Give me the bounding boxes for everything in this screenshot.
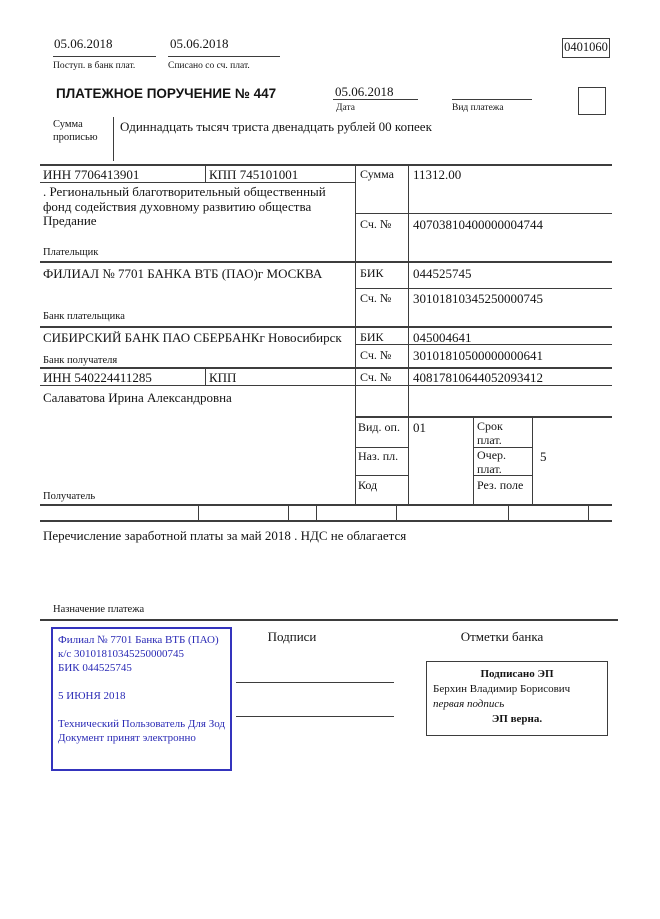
beneficiary-bank-bik-value: 045004641 <box>413 330 472 345</box>
divider <box>355 164 356 506</box>
stamp-line <box>58 675 227 689</box>
payer-bank-name: ФИЛИАЛ № 7701 БАНКА ВТБ (ПАО)г МОСКВА <box>43 266 323 281</box>
divider <box>168 56 280 57</box>
received-in-bank-date: 05.06.2018 <box>54 36 113 51</box>
payer-account-label: Сч. № <box>360 217 392 231</box>
divider <box>408 164 409 506</box>
divider <box>396 504 397 521</box>
divider <box>40 367 612 369</box>
beneficiary-bank-account-value: 30101810500000000641 <box>413 348 543 363</box>
payment-type-label: Вид платежа <box>452 103 504 113</box>
form-code-box: 0401060 <box>562 38 610 58</box>
divider <box>355 416 612 418</box>
priority-value: 5 <box>540 449 547 464</box>
amount-words-value: Одиннадцать тысяч триста двенадцать рублей 00 копеек <box>120 119 432 134</box>
beneficiary-bank-name: СИБИРСКИЙ БАНК ПАО СБЕРБАНКг Новосибирск <box>43 330 342 345</box>
payer-name: . Региональный благотворительный общественный фонд содействия духовному развитию общества Предание <box>43 184 326 228</box>
divider <box>288 504 289 521</box>
divider <box>40 326 612 328</box>
divider <box>113 117 114 161</box>
divider <box>532 416 533 506</box>
divider <box>40 619 618 621</box>
payer-label: Плательщик <box>43 247 99 258</box>
beneficiary-label: Получатель <box>43 491 96 502</box>
payer-account-value: 40703810400000004744 <box>413 217 543 232</box>
payer-kpp: КПП 745101001 <box>209 167 299 182</box>
sum-label: Сумма <box>360 167 394 181</box>
bank-marks-heading: Отметки банка <box>460 629 544 644</box>
signatures-heading: Подписи <box>267 629 317 644</box>
payer-bank-bik-value: 044525745 <box>413 266 472 281</box>
divider <box>40 164 612 166</box>
beneficiary-name: Салаватова Ирина Александровна <box>43 390 232 405</box>
divider <box>53 56 156 57</box>
esign-verified: ЭП верна. <box>491 713 543 725</box>
reserve-field-label: Рез. поле <box>477 478 524 492</box>
beneficiary-bank-bik-label: БИК <box>360 330 384 344</box>
divider <box>588 504 589 521</box>
purpose-code-label: Наз. пл. <box>358 449 399 463</box>
divider <box>508 504 509 521</box>
divider <box>205 367 206 385</box>
divider <box>40 504 612 506</box>
signature-line <box>236 716 394 717</box>
stamp-line: Филиал № 7701 Банка ВТБ (ПАО) <box>58 634 219 646</box>
divider <box>333 99 418 100</box>
sum-value: 11312.00 <box>413 167 462 182</box>
payer-bank-account-label: Сч. № <box>360 291 392 305</box>
stamp-line: Документ принят электронно <box>58 732 196 744</box>
stamp-line: 5 ИЮНЯ 2018 <box>58 690 126 702</box>
document-date: 05.06.2018 <box>335 84 394 99</box>
signature-line <box>236 682 394 683</box>
page-title: ПЛАТЕЖНОЕ ПОРУЧЕНИЕ № 447 <box>56 86 277 101</box>
divider <box>198 504 199 521</box>
divider <box>355 213 612 214</box>
payer-bank-label: Банк плательщика <box>43 311 125 322</box>
esign-type: первая подпись <box>433 698 505 710</box>
debited-from-account-date: 05.06.2018 <box>170 36 229 51</box>
code-label: Код <box>358 478 378 492</box>
divider <box>355 447 408 448</box>
esign-title: Подписано ЭП <box>480 668 554 680</box>
debited-from-account-label: Списано со сч. плат. <box>168 61 250 71</box>
divider <box>205 164 206 182</box>
beneficiary-account-label: Сч. № <box>360 370 392 384</box>
payer-bank-account-value: 30101810345250000745 <box>413 291 543 306</box>
beneficiary-account-value: 40817810644052093412 <box>413 370 543 385</box>
stamp-line: к/с 30101810345250000745 <box>58 648 185 660</box>
divider <box>355 475 408 476</box>
payment-purpose-text: Перечисление заработной платы за май 2018 . НДС не облагается <box>43 528 407 543</box>
payment-purpose-label: Назначение платежа <box>53 604 145 615</box>
divider <box>40 520 612 522</box>
divider <box>316 504 317 521</box>
esign-name: Берхин Владимир Борисович <box>433 683 571 695</box>
amount-words-label: Сумма прописью <box>53 119 98 143</box>
priority-label: Очер. плат. <box>477 448 507 476</box>
payment-type-box <box>578 87 606 115</box>
beneficiary-inn: ИНН 540224411285 <box>43 370 152 385</box>
divider <box>452 99 532 100</box>
payer-inn: ИНН 7706413901 <box>43 167 140 182</box>
received-in-bank-label: Поступ. в банк плат. <box>53 61 136 71</box>
divider <box>473 416 474 506</box>
divider <box>40 261 612 263</box>
beneficiary-kpp: КПП <box>209 370 237 385</box>
payment-term-label: Срок плат. <box>477 419 503 447</box>
beneficiary-bank-label: Банк получателя <box>43 355 118 366</box>
beneficiary-bank-account-label: Сч. № <box>360 348 392 362</box>
stamp-line: Технический Пользователь Для Зод <box>58 718 226 730</box>
date-label: Дата <box>336 103 355 113</box>
stamp-line: БИК 044525745 <box>58 662 132 674</box>
divider <box>355 288 612 289</box>
payer-bank-bik-label: БИК <box>360 266 384 280</box>
op-type-label: Вид. оп. <box>358 420 400 434</box>
bank-stamp-blue <box>51 627 232 771</box>
op-type-value: 01 <box>413 420 426 435</box>
electronic-signature-stamp <box>426 661 608 736</box>
divider <box>355 344 612 345</box>
stamp-line <box>58 703 227 717</box>
